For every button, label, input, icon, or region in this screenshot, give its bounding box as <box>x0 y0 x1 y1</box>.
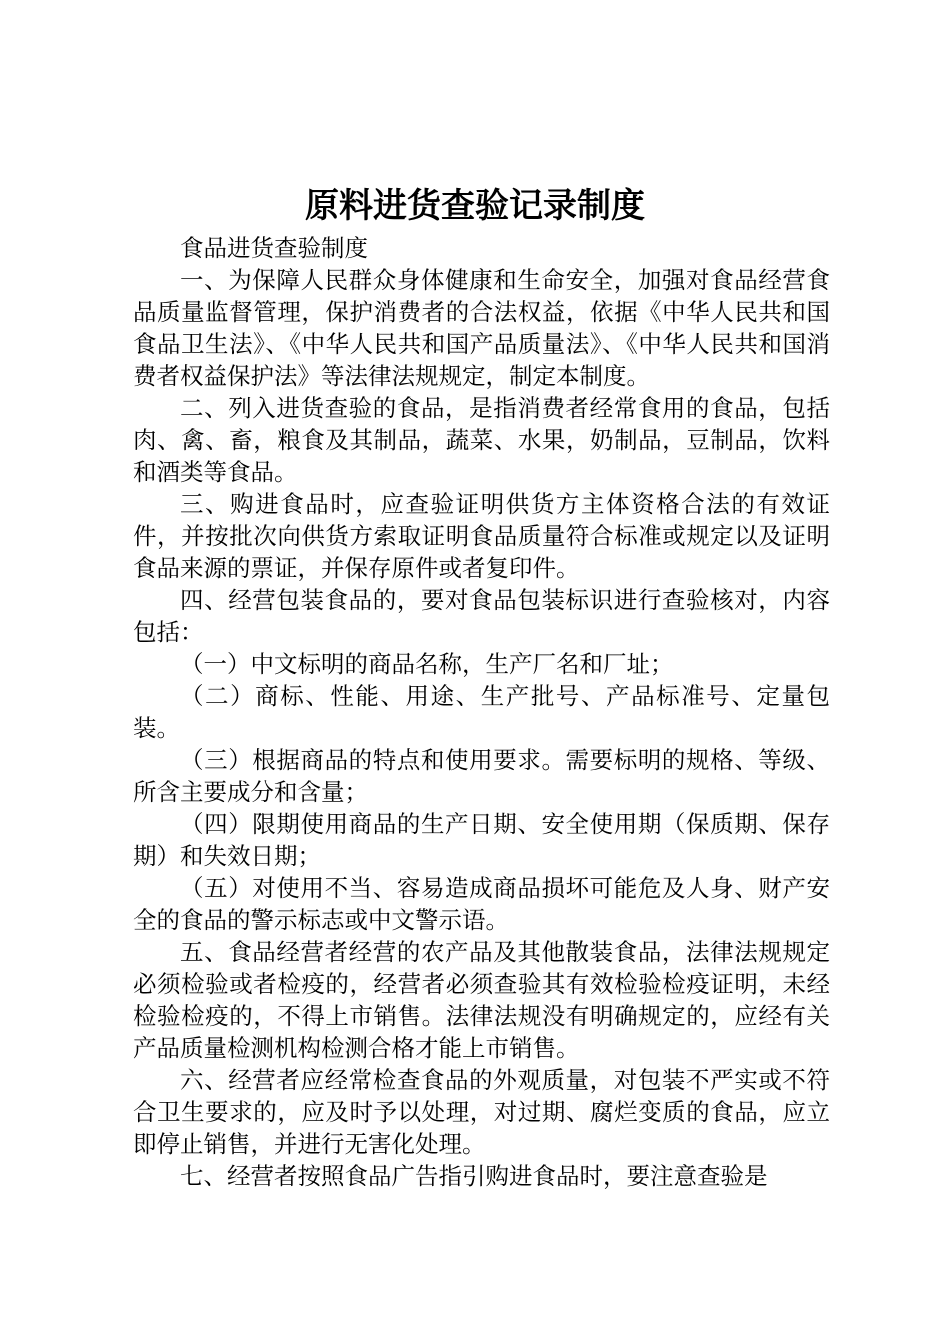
paragraph-4: 四、经营包装食品的，要对食品包装标识进行查验核对，内容包括： <box>133 586 830 646</box>
paragraph-4-item-1: （一）中文标明的商品名称，生产厂名和厂址； <box>180 650 674 678</box>
paragraph-5: 五、食品经营者经营的农产品及其他散装食品，法律法规规定必须检验或者检疫的，经营者必须查验其有效检验检疫证明，未经检验检疫的，不得上市销售。法律法规没有明确规定的，应经有关产品质量检测机构检测合格才能上市销售。 <box>133 938 830 1062</box>
paragraph-4-item-2: （二）商标、性能、用途、生产批号、产品标准号、定量包装。 <box>133 682 830 742</box>
paragraph-6: 六、经营者应经常检查食品的外观质量，对包装不严实或不符合卫生要求的，应及时予以处理，对过期、腐烂变质的食品，应立即停止销售，并进行无害化处理。 <box>133 1066 830 1158</box>
paragraph-1: 一、为保障人民群众身体健康和生命安全，加强对食品经营食品质量监督管理，保护消费者的合法权益，依据《中华人民共和国食品卫生法》、《中华人民共和国产品质量法》、《中华人民共和国消费者权益保护法》等法律法规规定，制定本制度。 <box>133 266 830 390</box>
document-body <box>133 232 830 1192</box>
paragraph-3: 三、购进食品时，应查验证明供货方主体资格合法的有效证件，并按批次向供货方索取证明食品质量符合标准或规定以及证明食品来源的票证，并保存原件或者复印件。 <box>133 490 830 582</box>
paragraph-subtitle: 食品进货查验制度 <box>180 234 368 262</box>
paragraph-4-item-5: （五）对使用不当、容易造成商品损坏可能危及人身、财产安全的食品的警示标志或中文警示语。 <box>133 874 830 934</box>
paragraph-7: 七、经营者按照食品广告指引购进食品时，要注意查验是 <box>180 1162 768 1190</box>
paragraph-2: 二、列入进货查验的食品，是指消费者经常食用的食品，包括肉、禽、畜，粮食及其制品，蔬菜、水果，奶制品，豆制品，饮料和酒类等食品。 <box>133 394 830 486</box>
paragraph-4-item-3: （三）根据商品的特点和使用要求。需要标明的规格、等级、所含主要成分和含量； <box>133 746 830 806</box>
document-title: 原料进货查验记录制度 <box>305 186 645 226</box>
paragraph-4-item-4: （四）限期使用商品的生产日期、安全使用期（保质期、保存期）和失效日期； <box>133 810 830 870</box>
